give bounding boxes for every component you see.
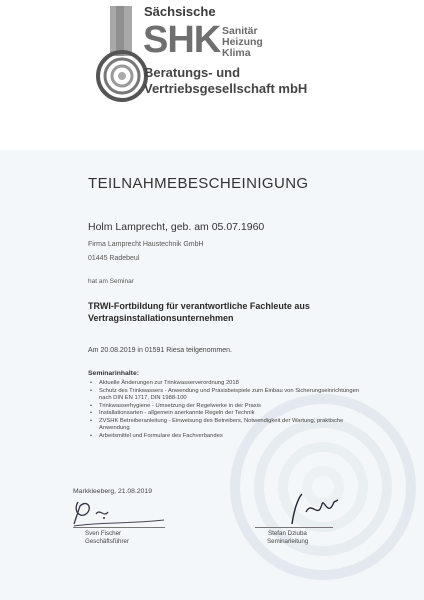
signer-right-name: Stefan Dziuba (268, 530, 307, 537)
list-item: • ZVSHK Betreiberanleitung - Einweisung des Betreibers, Notwendigkeit der Wartung, praktische Anwendung (90, 418, 362, 433)
seminar-contents-heading: Seminarinhalte: (88, 370, 139, 377)
certificate-title: TEILNAHMEBESCHEINIGUNG (88, 175, 309, 192)
seminar-intro: hat am Seminar (88, 278, 134, 285)
signature-left-icon (68, 494, 168, 528)
course-title: TRWI-Fortbildung für verantwortliche Fachleute aus Vertragsinstallationsunternehmen (88, 301, 310, 323)
signature-line-right (255, 527, 333, 528)
list-item: • Installationsarten - allgemein anerkannte Regeln der Technik (90, 410, 362, 418)
logo-side-1: Sanitär (222, 25, 258, 37)
company-name: Firma Lamprecht Haustechnik GmbH (88, 241, 204, 248)
participant-name: Holm Lamprecht, geb. am 05.07.1960 (88, 221, 265, 233)
list-item: • Arbeitsmittel und Formulare des Fachverbandes (90, 433, 362, 441)
list-item: • Trinkwasserhygiene - Umsetzung der Regelwerke in der Praxis (90, 403, 362, 411)
shk-logo (96, 4, 356, 104)
logo-side-3: Klima (222, 47, 251, 59)
seminar-contents-list (90, 380, 362, 440)
list-item: • Aktuelle Änderungen zur Trinkwasserverordnung 2018 (90, 380, 362, 388)
logo-sub-2: Vertriebsgesellschaft mbH (144, 81, 308, 96)
signer-right-role: Seminarleitung (267, 538, 309, 545)
logo-text-top: Sächsische (144, 4, 216, 19)
logo-side-2: Heizung (222, 36, 263, 48)
signature-line-left (73, 527, 165, 528)
participation-date: Am 20.08.2019 in 01591 Riesa teilgenommen. (88, 347, 232, 354)
logo-sub-1: Beratungs- und (144, 65, 241, 80)
signer-left-role: Geschäftsführer (85, 538, 130, 545)
signer-left-name: Sven Fischer (85, 530, 122, 537)
list-item: • Schutz des Trinkwassers - Anwendung und Praxisbeispiele zum Einbau von Sicherungseinrichtungen nach DIN EN 1717, DIN 1988-100 (90, 388, 362, 403)
place-date: Markkleeberg, 21.08.2019 (73, 488, 152, 495)
signature-right-icon (284, 490, 344, 526)
company-city: 01445 Radebeul (88, 255, 140, 262)
logo-acronym: SHK (143, 19, 221, 61)
